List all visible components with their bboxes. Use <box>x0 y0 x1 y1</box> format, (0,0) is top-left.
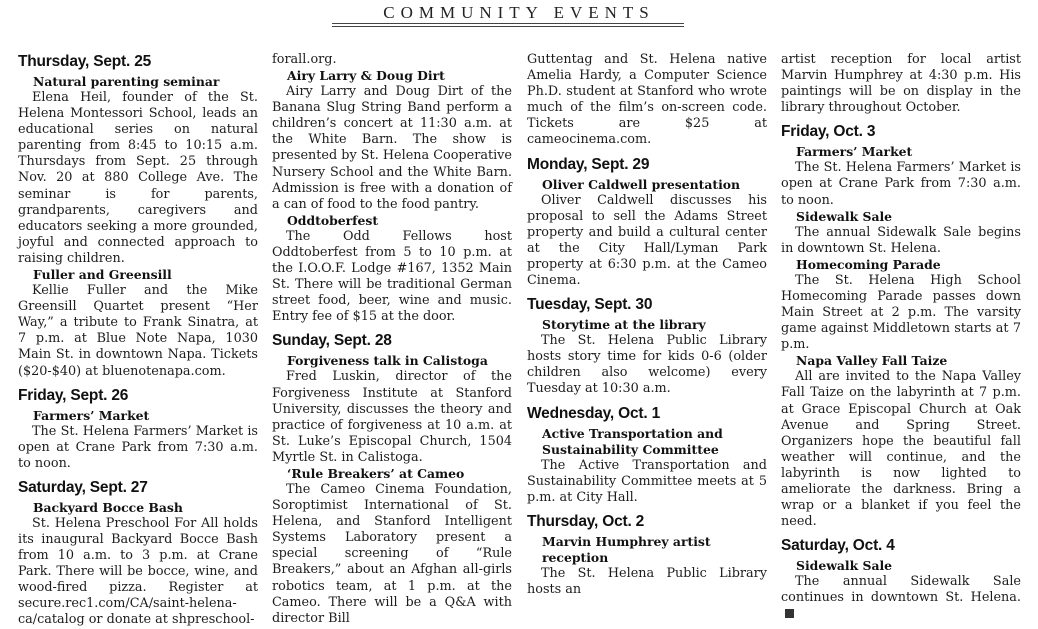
event-body-oliver-caldwell: Oliver Caldwell discusses his proposal to sell the Adams Street property and build a cultural center at the City Hall/Lyman Park property at 6:30 p.m. at the Cameo Cinema. <box>527 192 767 289</box>
day-heading-thursday-oct-2: Thursday, Oct. 2 <box>527 512 645 530</box>
event-body-natural-parenting: Elena Heil, founder of the St. Helena Montessori School, leads an educational series on natural parenting from 8:45 to 10:15 a.m. Thursdays from Sept. 25 through Nov. 20 at 880 College Ave. The seminar is for parents, grandparents, caregivers and educators seeking a more grounded, joyful and connected approach to raising children. <box>18 90 258 266</box>
event-body-forgiveness-talk: Fred Luskin, director of the Forgiveness Institute at Stanford University, discusses the theory and practice of forgiveness at 10 a.m. at St. Luke’s Episcopal Church, 1504 Myrtle St. in Calistoga. <box>272 369 512 465</box>
event-title-bocce-bash: Backyard Bocce Bash <box>33 499 183 515</box>
column-1 <box>18 52 258 628</box>
event-title-fuller-greensill: Fuller and Greensill <box>33 267 172 283</box>
event-title-marvin-humphrey: Marvin Humphrey artist reception <box>542 533 711 565</box>
event-body-sidewalk-sale-oct-3: The annual Sidewalk Sale begins in downtown St. Helena. <box>781 224 1021 256</box>
day-heading-friday-oct-3: Friday, Oct. 3 <box>781 123 876 141</box>
day-heading-thursday-sept-25: Thursday, Sept. 25 <box>18 53 152 70</box>
day-heading-tuesday-sept-30: Tuesday, Sept. 30 <box>527 296 653 314</box>
event-title-oliver-caldwell: Oliver Caldwell presentation <box>542 176 741 192</box>
event-title-sidewalk-sale-oct-3: Sidewalk Sale <box>796 208 893 224</box>
event-title-fall-taize: Napa Valley Fall Taize <box>796 353 948 369</box>
column-3 <box>527 52 767 597</box>
section-title: COMMUNITY EVENTS <box>383 3 655 22</box>
day-heading-wednesday-oct-1: Wednesday, Oct. 1 <box>527 404 660 422</box>
event-title-rule-breakers: ‘Rule Breakers’ at Cameo <box>287 465 465 481</box>
event-body-fuller-greensill: Kellie Fuller and the Mike Greensill Quartet present “Her Way,” a tribute to Frank Sinatra, at 7 p.m. at Blue Note Napa, 1030 Main St. in downtown Napa. Tickets ($20-$40) at bluenotenapa.com. <box>18 283 258 379</box>
event-body-farmers-market-oct-3: The St. Helena Farmers’ Market is open at Crane Park from 7:30 a.m. to noon. <box>781 160 1021 208</box>
event-title-forgiveness-talk: Forgiveness talk in Calistoga <box>287 353 488 369</box>
event-body-sidewalk-sale-oct-4 <box>781 574 1021 622</box>
event-title-sidewalk-sale-oct-4: Sidewalk Sale <box>796 558 893 574</box>
event-body-homecoming-parade: The St. Helena High School Homecoming Parade passes down Main Street at 2 p.m. The varsity game against Middletown starts at 7 p.m. <box>781 272 1021 353</box>
event-body-rule-breakers: The Cameo Cinema Foundation, Soroptimist International of St. Helena, and Stanford Intelligent Systems Laboratory present a special screening of “Rule Breakers,” about an Afghan all-girls robotics team, at 1 p.m. at the Cameo. There will be a Q&A with director Bill <box>272 481 512 626</box>
event-body-marvin-humphrey: The St. Helena Public Library hosts an <box>527 565 767 597</box>
day-heading-friday-sept-26: Friday, Sept. 26 <box>18 386 129 404</box>
continued-text-rule-breakers: Guttentag and St. Helena native Amelia Hardy, a Computer Science Ph.D. student at Stanford who wrote much of the film’s on-screen code. Tickets are $25 at cameocinema.com. <box>527 52 767 148</box>
event-body-storytime: The St. Helena Public Library hosts story time for kids 0-6 (older children also welcome) every Tuesday at 10:30 a.m. <box>527 333 767 397</box>
event-title-storytime: Storytime at the library <box>542 317 706 333</box>
column-2 <box>272 52 512 626</box>
event-body-oddtoberfest: The Odd Fellows host Oddtoberfest from 5 to 10 p.m. at the I.O.O.F. Lodge #167, 1352 Main St. There will be traditional German street food, beer, wine and music. Entry fee of $15 at the door. <box>272 228 512 325</box>
event-title-homecoming-parade: Homecoming Parade <box>796 256 941 272</box>
day-heading-monday-sept-29: Monday, Sept. 29 <box>527 155 650 173</box>
day-heading-sunday-sept-28: Sunday, Sept. 28 <box>272 332 392 350</box>
event-body-sustainability-committee: The Active Transportation and Sustainability Committee meets at 5 p.m. at City Hall. <box>527 457 767 505</box>
column-4 <box>781 52 1021 606</box>
day-heading-saturday-oct-4: Saturday, Oct. 4 <box>781 537 895 555</box>
masthead-rule-bottom <box>332 26 684 27</box>
event-title-farmers-market-sept-26: Farmers’ Market <box>33 407 150 423</box>
event-title-airy-larry: Airy Larry & Doug Dirt <box>287 68 445 84</box>
day-heading-saturday-sept-27: Saturday, Sept. 27 <box>18 478 148 496</box>
section-masthead <box>0 0 1038 34</box>
event-title-oddtoberfest: Oddtoberfest <box>287 212 379 228</box>
event-body-sidewalk-sale-oct-4-text: The annual Sidewalk Sale continues in downtown St. Helena. <box>781 574 1021 606</box>
event-body-bocce-bash: St. Helena Preschool For All holds its inaugural Backyard Bocce Bash from 10 a.m. to 3 p.m. at Crane Park. There will be bocce, wine, and wood-fired pizza. Register at secure.rec1.com/CA/saint-helena-ca/catalog or donate at shpreschool- <box>18 515 258 628</box>
masthead-rule-top <box>332 23 684 24</box>
event-title-natural-parenting: Natural parenting seminar <box>33 74 220 89</box>
event-body-airy-larry: Airy Larry and Doug Dirt of the Banana Slug String Band perform a children’s concert at 11:30 a.m. at the White Barn. The show is presented by St. Helena Cooperative Nursery School and the White Barn. Admission is free with a donation of a can of food to the food pantry. <box>272 84 512 212</box>
event-title-sustainability-committee: Active Transportation and Sustainability Committee <box>542 425 723 457</box>
event-body-farmers-market-sept-26: The St. Helena Farmers’ Market is open at Crane Park from 7:30 a.m. to noon. <box>18 423 258 471</box>
event-title-farmers-market-oct-3: Farmers’ Market <box>796 144 913 160</box>
continued-text-bocce-bash: forall.org. <box>272 52 337 67</box>
event-body-fall-taize: All are invited to the Napa Valley Fall Taize on the labyrinth at 7 p.m. at Grace Episcopal Church at Oak Avenue and Spring Street. Organizers hope the beautiful fall weather will continue, and the labyrinth is now lighted to ameliorate the darkness. Bring a wrap or a blanket if you feel the need. <box>781 369 1021 530</box>
end-of-article-mark <box>785 609 794 618</box>
continued-text-marvin-humphrey: artist reception for local artist Marvin Humphrey at 4:30 p.m. His paintings will be on display in the library throughout October. <box>781 52 1021 116</box>
